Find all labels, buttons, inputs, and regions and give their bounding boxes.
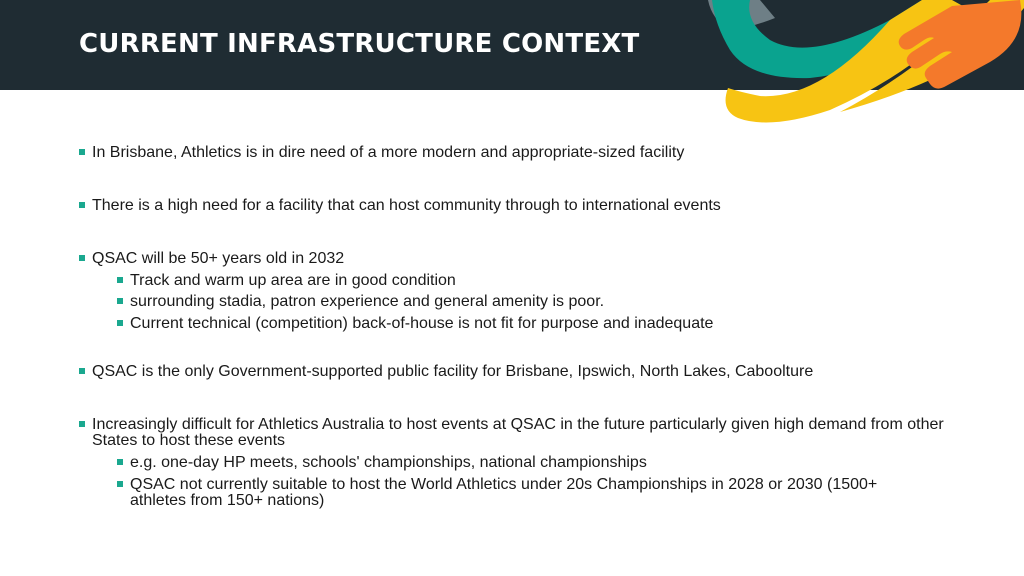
bullet-marker-icon — [79, 202, 85, 208]
list-item: QSAC will be 50+ years old in 2032 — [79, 251, 344, 267]
sub-list-item: surrounding stadia, patron experience and general amenity is poor. — [117, 294, 604, 310]
list-item: QSAC is the only Government-supported public facility for Brisbane, Ipswich, North Lakes, Caboolture — [79, 364, 813, 380]
bullet-marker-icon — [117, 459, 123, 465]
sub-list-item: Current technical (competition) back-of-house is not fit for purpose and inadequate — [117, 316, 713, 332]
slide-title: CURRENT INFRASTRUCTURE CONTEXT — [79, 29, 640, 59]
sub-list-item: e.g. one-day HP meets, schools' championships, national championships — [117, 455, 647, 471]
bullet-marker-icon — [79, 149, 85, 155]
sub-list-item: QSAC not currently suitable to host the World Athletics under 20s Championships in 2028 or 2030 (1500+ athletes from 150+ nations) — [117, 477, 907, 509]
bullet-marker-icon — [79, 368, 85, 374]
bullet-marker-icon — [117, 298, 123, 304]
list-item: In Brisbane, Athletics is in dire need of a more modern and appropriate-sized facility — [79, 145, 684, 161]
sub-list-item: Track and warm up area are in good condition — [117, 273, 456, 289]
list-item: Increasingly difficult for Athletics Australia to host events at QSAC in the future particularly given high demand from other States to host these events — [79, 417, 949, 449]
bullet-marker-icon — [79, 421, 85, 427]
bullet-marker-icon — [79, 255, 85, 261]
bullet-marker-icon — [117, 277, 123, 283]
bullet-marker-icon — [117, 320, 123, 326]
list-item: There is a high need for a facility that can host community through to international events — [79, 198, 721, 214]
bullet-marker-icon — [117, 481, 123, 487]
